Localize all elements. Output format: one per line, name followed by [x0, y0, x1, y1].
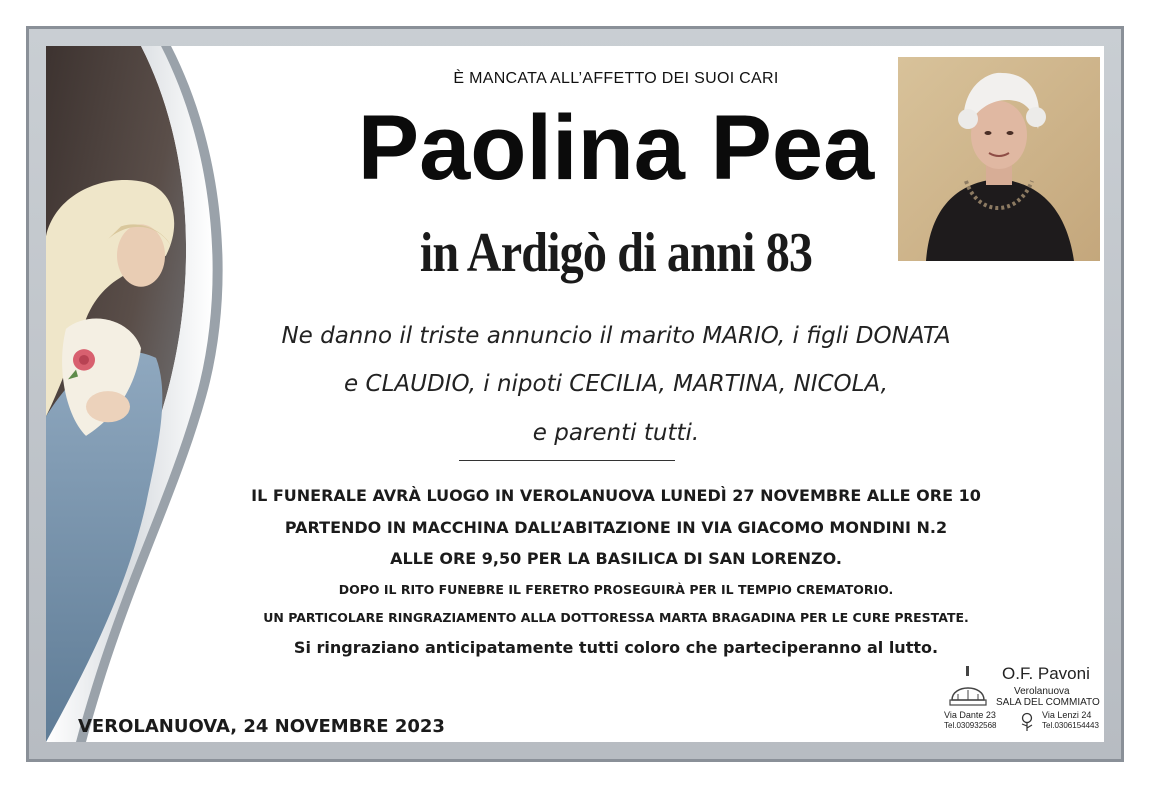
- logo-sala: SALA DEL COMMIATO: [996, 697, 1100, 708]
- funeral-home-logo: [944, 664, 1104, 740]
- logo-tel-2: Tel.0306154443: [1042, 721, 1099, 730]
- funeral-line-2: PARTENDO IN MACCHINA DALL’ABITAZIONE IN VIA GIACOMO MONDINI N.2: [284, 518, 948, 537]
- funeral-line-4: DOPO IL RITO FUNEBRE IL FERETRO PROSEGUIRÀ PER IL TEMPIO CREMATORIO.: [338, 582, 894, 597]
- logo-city: Verolanuova: [1014, 686, 1070, 697]
- notice-card: [46, 46, 1104, 742]
- logo-address-2: Via Lenzi 24: [1042, 710, 1092, 720]
- logo-address-1: Via Dante 23: [944, 710, 996, 720]
- portrait-photo: [898, 57, 1100, 261]
- announcement-line-2: e CLAUDIO, i nipoti CECILIA, MARTINA, NICOLA,: [344, 371, 888, 397]
- rose-icon: [1018, 712, 1036, 732]
- thanks-line: Si ringraziano anticipatamente tutti coloro che parteciperanno al lutto.: [293, 638, 939, 657]
- basilica-dome-icon: [946, 666, 990, 712]
- logo-brand: O.F. Pavoni: [1002, 664, 1090, 683]
- funeral-line-1: IL FUNERALE AVRÀ LUOGO IN VEROLANUOVA LUNEDÌ 27 NOVEMBRE ALLE ORE 10: [251, 486, 981, 505]
- funeral-line-5: UN PARTICOLARE RINGRAZIAMENTO ALLA DOTTORESSA MARTA BRAGADINA PER LE CURE PRESTATE.: [263, 610, 969, 625]
- deceased-name: Paolina Pea: [357, 97, 875, 199]
- announcement-line-3: e parenti tutti.: [532, 420, 700, 446]
- deceased-subtitle: in Ardigò di anni 83: [419, 222, 813, 284]
- madonna-image: [46, 46, 246, 742]
- divider: [459, 460, 675, 461]
- announcement-line-1: Ne danno il triste annuncio il marito MARIO, i figli DONATA: [281, 323, 951, 349]
- notice-frame: [26, 26, 1124, 762]
- place-date: VEROLANUOVA, 24 NOVEMBRE 2023: [78, 716, 445, 737]
- logo-tel-1: Tel.030932568: [944, 721, 997, 730]
- funeral-line-3: ALLE ORE 9,50 PER LA BASILICA DI SAN LORENZO.: [390, 549, 842, 568]
- intro-text: È MANCATA ALL’AFFETTO DEI SUOI CARI: [453, 70, 779, 87]
